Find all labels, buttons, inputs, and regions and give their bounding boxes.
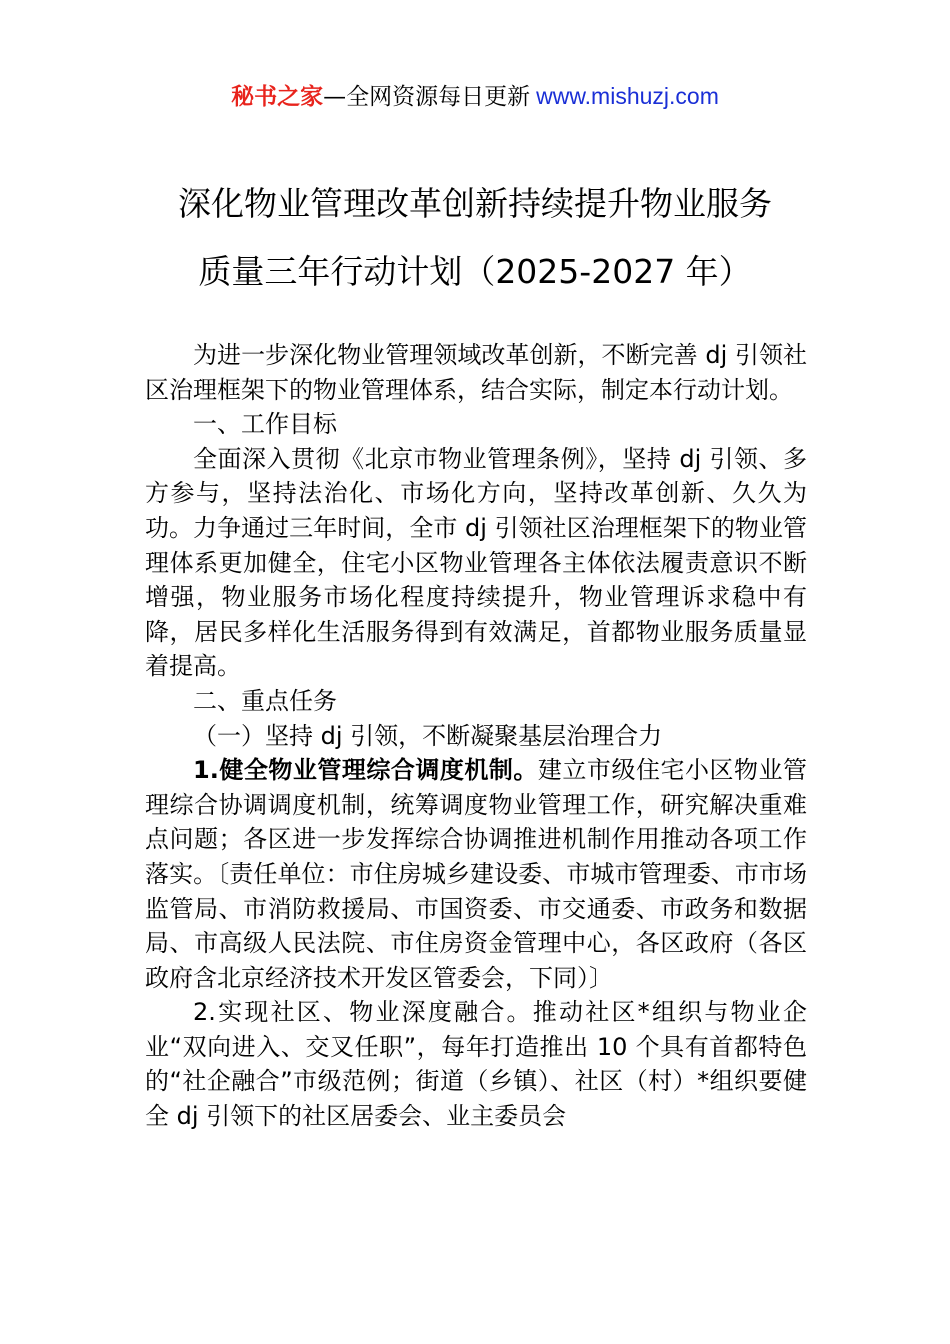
goals-paragraph: 全面深入贯彻《北京市物业管理条例》，坚持 dj 引领、多方参与，坚持法治化、市场化方向，坚持改革创新、久久为功。力争通过三年时间，全市 dj 引领社区治理框架下的物业管理体系更加健全，住宅小区物业管理各主体依法履责意识不断增强，物业服务市场化程度持续提升，物业管理诉求稳中有降，居民多样化生活服务得到有效满足，首都物业服务质量显着提高。 <box>145 444 807 681</box>
task-item-1-text: 建立市级住宅小区物业管理综合协调调度机制，统筹调度物业管理工作，研究解决重难点问题；各区进一步发挥综合协调推进机制作用推动各项工作落实。〔责任单位：市住房城乡建设委、市城市管理委、市市场监管局、市消防救援局、市国资委、市交通委、市政务和数据局、市高级人民法院、市住房资金管理中心，各区政府（各区政府含北京经济技术开发区管委会，下同）〕 <box>145 756 807 992</box>
section-heading-goals: 一、工作目标 <box>193 410 337 439</box>
document-body <box>145 338 807 1134</box>
site-url-link[interactable]: www.mishuzj.com <box>536 83 719 109</box>
task-item-1 <box>145 753 807 995</box>
subsection-heading-1: （一）坚持 dj 引领，不断凝聚基层治理合力 <box>193 721 663 750</box>
site-tagline: —全网资源每日更新 <box>323 84 531 110</box>
task-item-2: 2.实现社区、物业深度融合。推动社区*组织与物业企业“双向进入、交叉任职”，每年打造推出 10 个具有首都特色的“社企融合”市级范例；街道（乡镇）、社区（村）*组织要健全 dj 引领下的社区居委会、业主委员会 <box>145 998 807 1131</box>
section-heading-tasks: 二、重点任务 <box>193 686 337 715</box>
task-item-1-title: 1.健全物业管理综合调度机制。 <box>193 756 538 785</box>
intro-paragraph: 为进一步深化物业管理领域改革创新，不断完善 dj 引领社区治理框架下的物业管理体系，结合实际，制定本行动计划。 <box>145 341 807 404</box>
site-header <box>0 80 950 113</box>
site-brand: 秘书之家 <box>231 84 324 110</box>
document-title-line-2: 质量三年行动计划（2025-2027 年） <box>198 252 752 291</box>
document-title-line-1: 深化物业管理改革创新持续提升物业服务 <box>178 184 772 223</box>
